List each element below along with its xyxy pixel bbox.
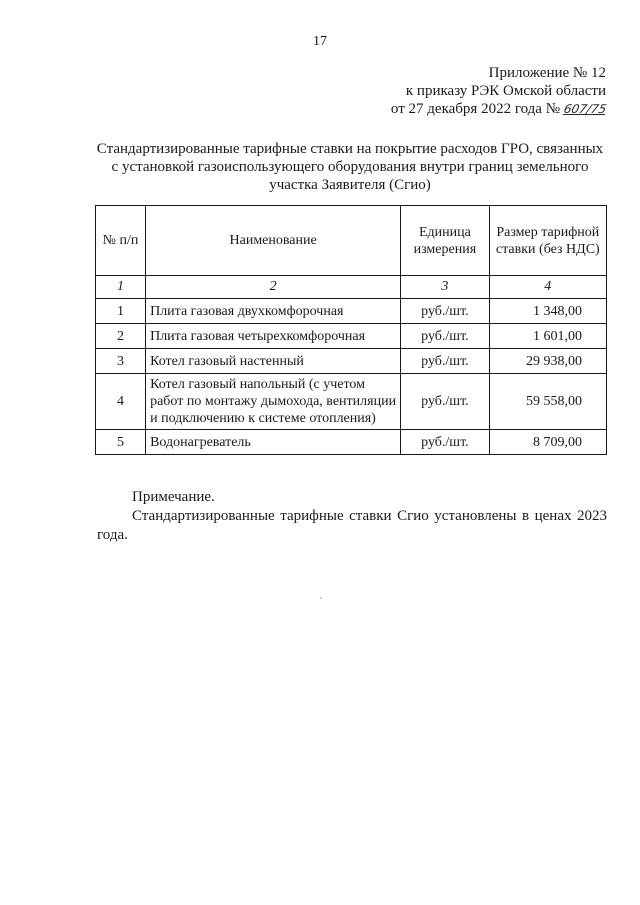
row-unit: руб./шт. <box>401 349 489 374</box>
row-name: Котел газовый напольный (с учетом работ по монтажу дымохода, вентиляции и подключению к системе отопления) <box>146 374 401 430</box>
row-num: 2 <box>96 324 146 349</box>
column-index: 1 <box>96 276 146 299</box>
column-index-row <box>96 276 607 299</box>
row-rate: 29 938,00 <box>489 349 606 374</box>
table-row <box>96 324 607 349</box>
tariff-table <box>95 205 607 455</box>
table-row <box>96 374 607 430</box>
column-index: 4 <box>489 276 606 299</box>
row-num: 3 <box>96 349 146 374</box>
appendix-title: Приложение № 12 <box>488 65 606 81</box>
row-unit: руб./шт. <box>401 299 489 324</box>
row-num: 5 <box>96 430 146 455</box>
appendix-order-ref: к приказу РЭК Омской области <box>405 83 606 99</box>
table-row <box>96 430 607 455</box>
appendix-date-line <box>391 100 606 118</box>
row-rate: 59 558,00 <box>489 374 606 430</box>
title-line-3: участка Заявителя (Сгио) <box>269 177 431 193</box>
title-line-2: с установкой газоиспользующего оборудования внутри границ земельного <box>111 159 589 175</box>
row-name: Плита газовая четырехкомфорочная <box>146 324 401 349</box>
row-unit: руб./шт. <box>401 430 489 455</box>
row-rate: 1 601,00 <box>489 324 606 349</box>
table-row <box>96 299 607 324</box>
row-name: Котел газовый настенный <box>146 349 401 374</box>
appendix-header <box>391 64 606 118</box>
column-index: 2 <box>146 276 401 299</box>
page-number: 17 <box>313 34 327 49</box>
row-rate: 8 709,00 <box>489 430 606 455</box>
header-name: Наименование <box>146 206 401 276</box>
row-rate: 1 348,00 <box>489 299 606 324</box>
row-name: Плита газовая двухкомфорочная <box>146 299 401 324</box>
document-title <box>80 140 620 194</box>
note-title: Примечание. <box>132 489 215 505</box>
table-header-row <box>96 206 607 276</box>
note-section <box>97 488 607 545</box>
handwritten-order-number: 607/75 <box>562 102 608 116</box>
row-num: 4 <box>96 374 146 430</box>
row-num: 1 <box>96 299 146 324</box>
note-text: Стандартизированные тарифные ставки Сгио установлены в ценах 2023 года. <box>97 508 607 543</box>
column-index: 3 <box>401 276 489 299</box>
header-num: № п/п <box>96 206 146 276</box>
appendix-date: от 27 декабря 2022 года № <box>390 101 561 117</box>
title-line-1: Стандартизированные тарифные ставки на покрытие расходов ГРО, связанных <box>96 141 604 157</box>
scan-speck <box>320 597 322 599</box>
header-unit: Единица измерения <box>401 206 489 276</box>
header-rate: Размер тарифной ставки (без НДС) <box>489 206 606 276</box>
row-unit: руб./шт. <box>401 324 489 349</box>
table-row <box>96 349 607 374</box>
row-unit: руб./шт. <box>401 374 489 430</box>
row-name: Водонагреватель <box>146 430 401 455</box>
